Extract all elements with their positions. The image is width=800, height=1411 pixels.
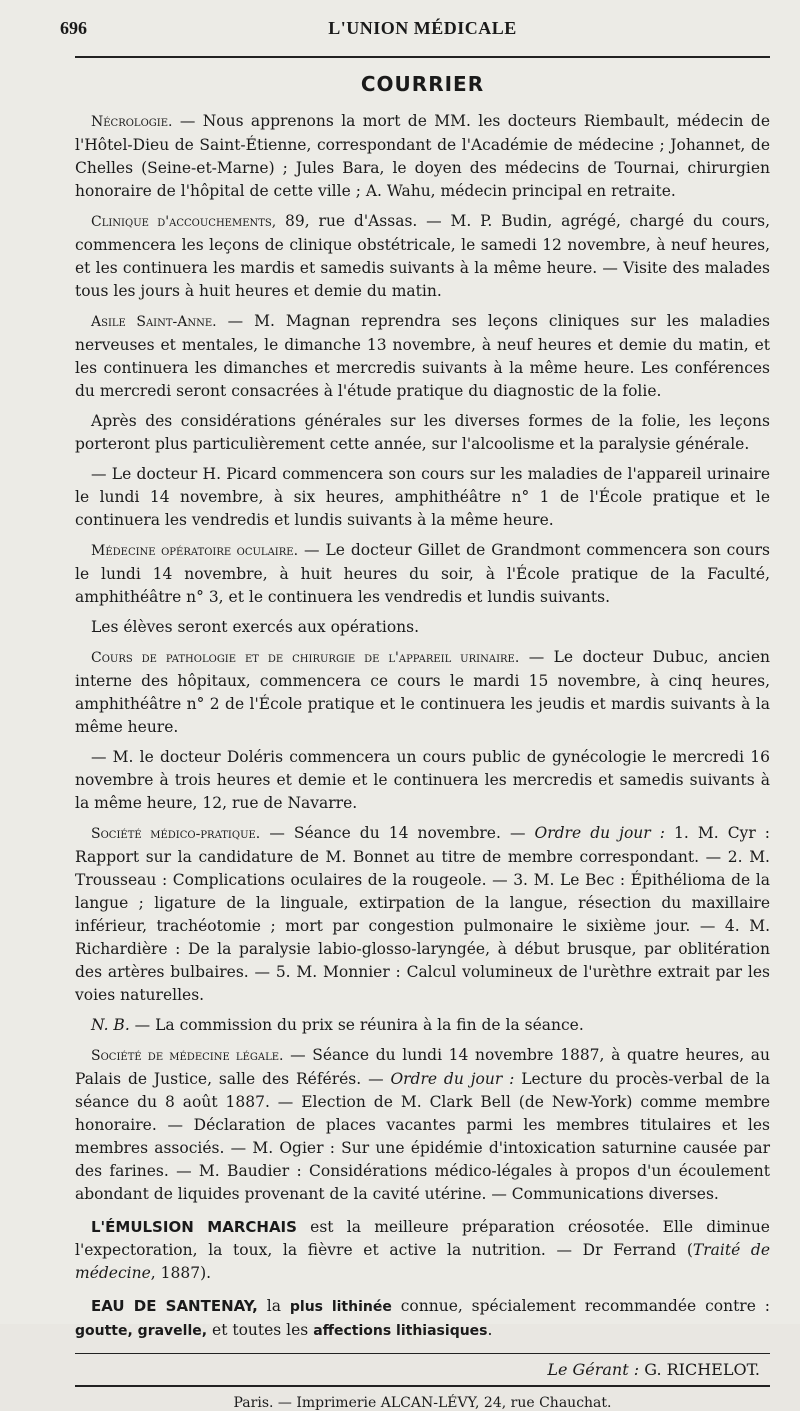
paragraph-clinique [75,210,770,303]
paragraph-text: — Séance du lundi 14 novembre 1887, à quatre heures, au Palais de Justice, salle des Référés. — [75,1046,770,1088]
paragraph-doleris [75,746,770,815]
article-body [75,110,770,1206]
ad-text: connue, spécialement recommandée contre : [391,1297,770,1315]
ad-brand: L'ÉMULSION MARCHAIS [91,1218,297,1236]
running-head [60,14,770,44]
advertisement-santenay [75,1295,770,1343]
paragraph-asile [75,310,770,403]
paragraph-text: Lecture du procès-verbal de la séance du 8 août 1887. — Election de M. Clark Bell (de New-York) comme membre honoraire. — Déclaration de places vacantes parmi les membres titulaires et les membres associés. — M. Ogier : Sur une épidémie d'intoxication saturnine causée par des farines. — M. Baudier : Considérations médico-légales à propos d'un écoulement abondant de liquides provenant de la cavité utérine. — Communications diverses. [75,1070,770,1203]
agenda-label: Ordre du jour : [534,824,665,842]
paragraph-text: 89, rue d'Assas. — M. P. Budin, agrégé, chargé du cours, commencera les leçons de clinique obstétricale, le samedi 12 novembre, à neuf heures, et les continuera les mardis et samedis suivants à la même heure. — Visite des malades tous les jours à huit heures et demie du matin. [75,212,770,300]
ad-emphasis: affections lithiasiques [313,1323,488,1339]
paragraph-label: Nécrologie. [91,114,173,130]
advertisement-emulsion [75,1216,770,1285]
gerant-label: Le Gérant : [547,1360,640,1379]
paragraph-text: — Le docteur Gillet de Grandmont commencera son cours le lundi 14 novembre, à huit heures du soir, à l'École pratique de la Faculté, amphithéâtre n° 3, et le continuera les vendredis et lundis suivants. [75,541,770,606]
ad-emphasis: goutte, gravelle, [75,1323,208,1339]
paragraph-medecine-legale [75,1044,770,1206]
ad-text: et toutes les [207,1321,314,1339]
paragraph-label: Médecine opératoire oculaire. [91,543,299,559]
paragraph-text: 1. M. Cyr : Rapport sur la candidature de M. Bonnet au titre de membre correspondant. — 2. M. Trousseau : Complications oculaires de la rougeole. — 3. M. Le Bec : Épithélioma de la langue ; ligature de la linguale, extirpation de la langue, résection du maxillaire inférieur, trachéotomie ; mort par congestion pulmonaire le sixième jour. — 4. M. Richardière : De la paralysie labio-glosso-laryngée, à début brusque, par oblitération des artères bulbaires. — 5. M. Monnier : Calcul volumineux de l'urèthre extrait par les voies naturelles. [75,824,770,1004]
paragraph-folie [75,410,770,456]
paragraph-urinaire [75,646,770,739]
paragraph-label: Clinique d'accouchements, [91,214,277,230]
paragraph-nota-bene [75,1014,770,1037]
page-number: 696 [60,18,87,38]
paragraph-oculaire [75,539,770,609]
paragraph-eleves [75,616,770,639]
paragraph-picard [75,463,770,532]
paragraph-label: Asile Saint-Anne. [91,314,217,330]
paragraph-label: Société médico-pratique. [91,826,261,842]
nota-bene-label: N. B. [91,1016,130,1034]
ad-text: , 1887). [150,1264,212,1282]
gerant-name: G. RICHELOT. [639,1360,760,1379]
ad-emphasis: plus lithinée [289,1299,392,1315]
header-rule [75,56,770,58]
paragraph-text: Après des considérations générales sur les diverses formes de la folie, les leçons porteront plus particulièrement cette année, sur l'alcoolisme et la paralysie générale. [75,412,770,453]
paragraph-medico-pratique [75,822,770,1007]
paragraph-label: Société de médecine légale. [91,1048,284,1064]
ad-text: la [257,1297,290,1315]
paragraph-text: Les élèves seront exercés aux opérations. [91,618,420,636]
paragraph-text: — Le docteur H. Picard commencera son cours sur les maladies de l'appareil urinaire le lundi 14 novembre, à six heures, amphithéâtre n° 1 de l'École pratique et le continuera les vendredis et lundis suivants à la même heure. [75,465,770,529]
paragraph-text: — Séance du 14 novembre. — [260,824,535,842]
ad-text: . [487,1321,493,1339]
section-title: COURRIER [360,72,485,96]
gerant-line [75,1360,770,1379]
paragraph-text: — Le docteur Dubuc, ancien interne des hôpitaux, commencera ce cours le mardi 15 novembre, à cinq heures, amphithéâtre n° 2 de l'École pratique et le continuera les jeudis et mardis suivants à la même heure. [75,648,770,736]
paragraph-text: — La commission du prix se réunira à la fin de la séance. [129,1016,584,1034]
imprint-rule [75,1385,770,1387]
paragraph-text: — Nous apprenons la mort de MM. les docteurs Riembault, médecin de l'Hôtel-Dieu de Saint-Étienne, correspondant de l'Académie de médecine ; Johannet, de Chelles (Seine-et-Marne) ; Jules Bara, le doyen des médecins de Tournai, chirurgien honoraire de l'hôpital de cette ville ; A. Wahu, médecin principal en retraite. [75,112,770,200]
ad-brand: EAU DE SANTENAY, [91,1297,258,1315]
paragraph-text: — M. Magnan reprendra ses leçons cliniques sur les maladies nerveuses et mentales, le dimanche 13 novembre, à neuf heures et demie du matin, et les continuera les dimanches et mercredis suivants à la même heure. Les conférences du mercredi seront consacrées à l'étude pratique du diagnostic de la folie. [75,312,770,400]
paragraph-text: — M. le docteur Doléris commencera un cours public de gynécologie le mercredi 16 novembre à trois heures et demie et le continuera les mercredis et samedis suivants à la même heure, 12, rue de Navarre. [75,748,770,812]
paragraph-necrologie [75,110,770,203]
printer-imprint: Paris. — Imprimerie ALCAN-LÉVY, 24, rue Chauchat. [233,1395,612,1411]
ad-citation: Traité de médecine [75,1241,771,1282]
journal-title: L'UNION MÉDICALE [328,18,517,38]
paragraph-label: Cours de pathologie et de chirurgie de l'appareil urinaire. [91,650,520,666]
agenda-label: Ordre du jour : [390,1070,515,1088]
footer-rule [75,1353,770,1354]
ad-text: est la meilleure préparation créosotée. Elle diminue l'expectoration, la toux, la fièvre et active la nutrition. — Dr Ferrand ( [75,1218,770,1259]
